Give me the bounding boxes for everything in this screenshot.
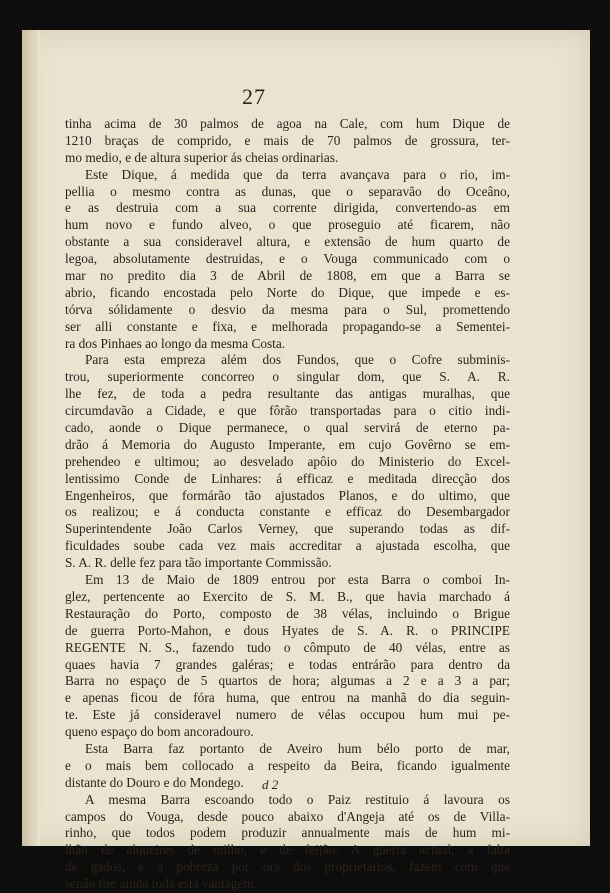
text-line: Este Dique, á medida que da terra avançava para o rio, im- (85, 166, 510, 182)
text-line: e as destruia com a sua corrente dirigida, convertendo-as em (65, 200, 510, 216)
text-line: rinho, que todos podem produzir annualmente mais de hum mi- (65, 825, 510, 841)
text-line: drão á Memoria do Augusto Imperante, em cujo Govêrno se em- (65, 436, 510, 452)
text-line: 1210 braças de comprido, e mais de 70 palmos de grossura, ter- (65, 132, 510, 148)
text-line: queno espaço do bom ancoradouro. (65, 724, 254, 740)
text-line: de guerra Porto-Mahon, e dous Hyates de S. A. R. o PRINCIPE (65, 622, 510, 638)
text-line: ser alli constante e fixa, e melhorada propagando-se a Sementei- (65, 318, 510, 334)
text-line: lhão de alqueires de milho, e de feijão. A guerra actual, a falta (65, 842, 510, 858)
text-line: hum novo e fundo alveo, o que proseguio até ficarem, não (65, 217, 510, 233)
text-line: Barra no espaço de 5 quartos de hora; algumas a 2 e a 3 a par; (65, 673, 510, 689)
text-line: pellia o mesmo contra as dunas, que o separavão do Oceâno, (65, 183, 510, 199)
text-line: mar no predito dia 3 de Abril de 1808, em que a Barra se (65, 268, 510, 284)
signature-mark: d 2 (262, 777, 279, 792)
text-line: legoa, absolutamente destruidas, e o Vouga communicado com o (65, 251, 510, 267)
text-line: tórva sólidamente o desvio da mesma para o Sul, promettendo (65, 301, 510, 317)
text-line: Restauração do Porto, composto de 38 vélas, incluindo o Brigue (65, 605, 510, 621)
text-line: mo medio, e de altura superior ás cheias ordinarias. (65, 149, 339, 165)
text-line: te. Este já consideravel numero de vélas occupou hum mui pe- (65, 707, 510, 723)
text-line: REGENTE N. S., fazendo tudo o cômputo de 40 vélas, entre as (65, 639, 510, 655)
text-line: obstante a sua consideravel altura, e extensão de hum quarto de (65, 234, 510, 250)
text-line: glez, pertencente ao Exercito de S. M. B., que havia marchado á (65, 588, 510, 604)
text-line: Esta Barra faz portanto de Aveiro hum bélo porto de mar, (85, 740, 510, 756)
text-line: S. A. R. delle fez para tão importante Commissão. (65, 555, 332, 571)
text-line: quaes havia 7 grandes galéras; e todas entrárão para dentro da (65, 656, 510, 672)
text-line: circumdavão a Cidade, e que fôrão transportadas para o citio indi- (65, 403, 510, 419)
text-line: campos do Vouga, desde pouco abaixo d'Angeja até os de Villa- (65, 808, 510, 824)
text-line: trou, superiormente concorreo o singular dom, que S. A. R. (65, 369, 510, 385)
text-line: os realizou; e á conducta constante e efficaz do Desembargador (65, 504, 510, 520)
text-line: Engenheiros, que formárão tão ajustados Planos, e do ultimo, que (65, 487, 510, 503)
text-line: tinha acima de 30 palmos de agoa na Cale, com hum Dique de (65, 116, 510, 131)
text-line: cado, aonde o Dique permanece, o qual servirá de eterno pa- (65, 420, 510, 436)
text-line: Superintendente João Carlos Verney, que superando todas as dif- (65, 521, 510, 537)
text-line: lhe fez, de toda a pedra resultante das antigas muralhas, que (65, 386, 510, 402)
page-number: 27 (242, 84, 266, 109)
text-line: e o mais bem collocado a respeito da Beira, ficando igualmente (65, 757, 510, 773)
text-line: prehendeo e ultimou; ao desvelado apôio do Ministerio do Excel- (65, 453, 510, 469)
text-line: distante do Douro e do Mondego. (65, 774, 244, 790)
text-line: de gados, e a pobreza por ora dos proprietarios, fazem com que (65, 859, 510, 875)
text-line: abrio, ficando encostada pelo Norte do Dique, que impede e es- (65, 284, 510, 300)
text-line: Em 13 de Maio de 1809 entrou por esta Barra o comboi In- (85, 572, 510, 588)
page-gutter (22, 30, 40, 846)
text-line: A mesma Barra escoando todo o Paiz restituio á lavoura os (85, 791, 510, 807)
text-line: Para esta empreza além dos Fundos, que o Cofre subminis- (85, 352, 510, 368)
text-line: e apenas ficou de fóra huma, que entrou na manhã do dia seguin- (65, 690, 510, 706)
text-line: ficuldades soube cada vez mais accreditar a ajustada escolha, que (65, 538, 510, 554)
text-line: ra dos Pinhaes ao longo da mesma Costa. (65, 335, 286, 351)
text-line: senão tire ainda toda esta vantagem. (65, 876, 257, 892)
text-line: lentissimo Conde de Linhares: á efficaz e meditada direcção dos (65, 470, 510, 486)
body-text (65, 116, 510, 893)
